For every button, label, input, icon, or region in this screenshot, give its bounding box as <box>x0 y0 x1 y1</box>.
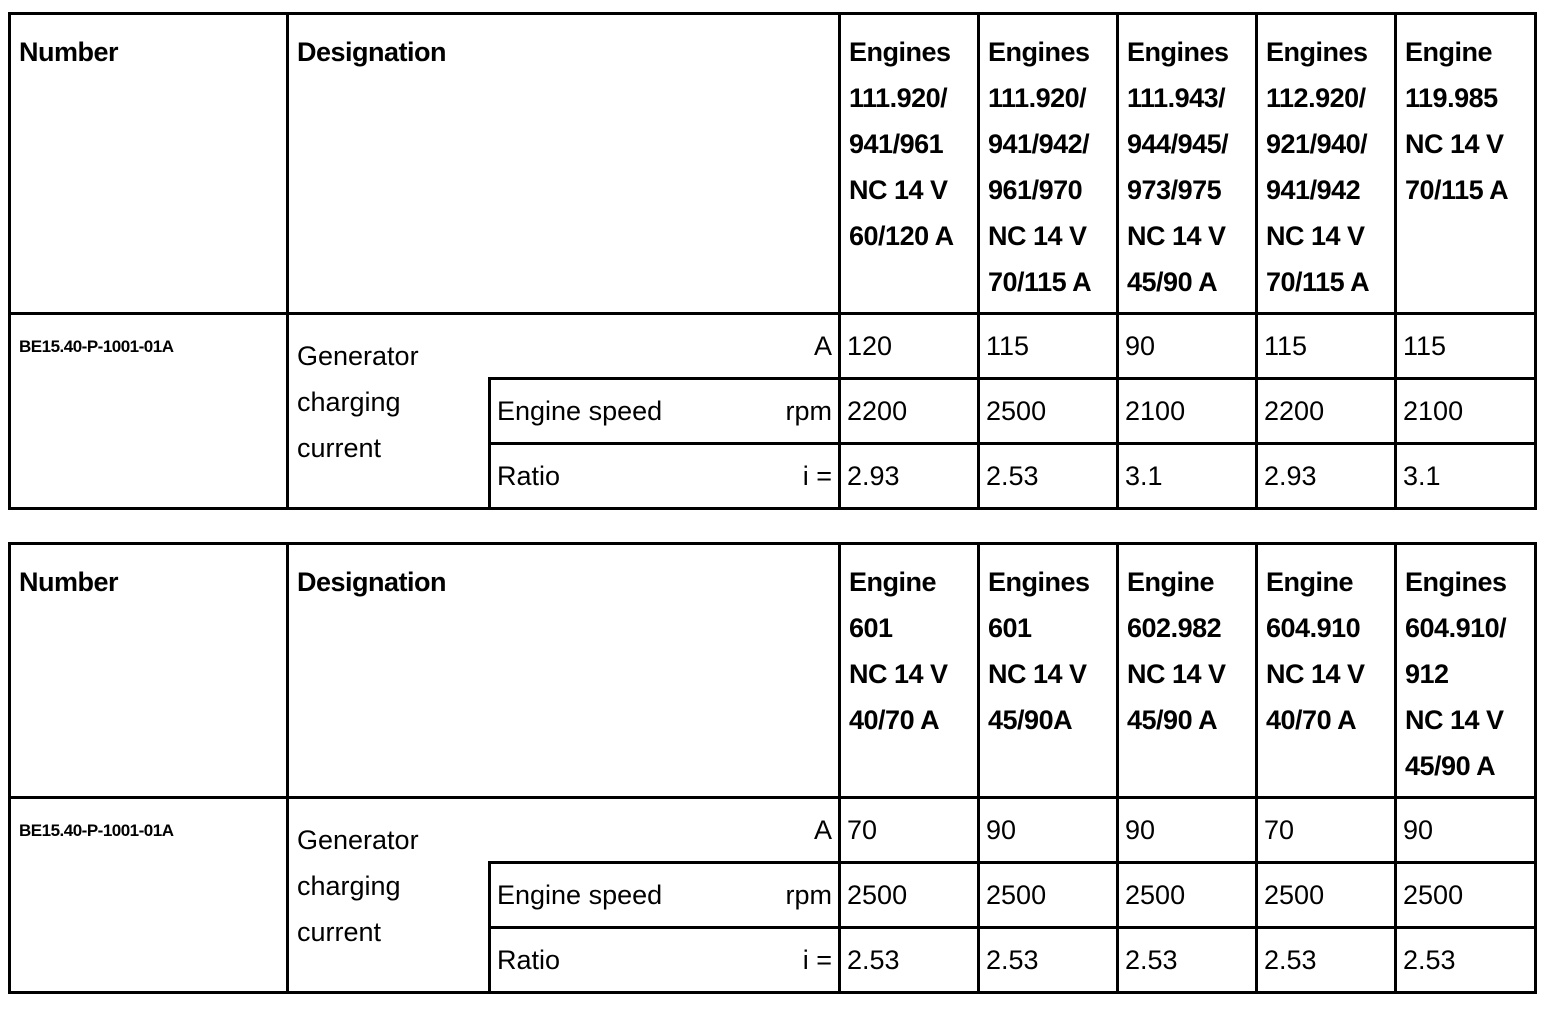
number-header: Number <box>10 14 288 314</box>
designation-header: Designation <box>288 14 840 314</box>
part-number: BE15.40-P-1001-01A <box>10 798 288 993</box>
value-cell: 2500 <box>840 863 979 928</box>
engine-header: Engine 602.982 NC 14 V 45/90 A <box>1118 544 1257 798</box>
param-cell <box>490 798 840 863</box>
engine-header: Engine 119.985 NC 14 V 70/115 A <box>1396 14 1536 314</box>
value-cell: 3.1 <box>1396 444 1536 509</box>
value-cell: 90 <box>1118 798 1257 863</box>
value-cell: 70 <box>1257 798 1396 863</box>
param-name: Engine speed <box>497 879 663 910</box>
param-unit: i = <box>802 944 833 975</box>
value-cell: 2.53 <box>979 444 1118 509</box>
engine-header: Engines 601 NC 14 V 45/90A <box>979 544 1118 798</box>
value-cell: 2.53 <box>1118 928 1257 993</box>
value-cell: 120 <box>840 314 979 379</box>
value-cell: 2100 <box>1118 379 1257 444</box>
value-cell: 70 <box>840 798 979 863</box>
value-cell: 90 <box>1396 798 1536 863</box>
value-cell: 115 <box>1396 314 1536 379</box>
engine-header: Engines 111.920/ 941/961 NC 14 V 60/120 A <box>840 14 979 314</box>
value-cell: 2.53 <box>1396 928 1536 993</box>
value-cell: 2.53 <box>840 928 979 993</box>
value-cell: 2.93 <box>1257 444 1396 509</box>
value-cell: 115 <box>979 314 1118 379</box>
value-cell: 2500 <box>979 863 1118 928</box>
part-number: BE15.40-P-1001-01A <box>10 314 288 509</box>
table-row <box>10 314 1536 379</box>
value-cell: 2500 <box>1118 863 1257 928</box>
value-cell: 2100 <box>1396 379 1536 444</box>
param-name: Ratio <box>497 944 561 975</box>
param-unit: A <box>814 814 833 845</box>
param-cell <box>490 444 840 509</box>
value-cell: 2.53 <box>979 928 1118 993</box>
designation-header: Designation <box>288 544 840 798</box>
param-cell <box>490 928 840 993</box>
value-cell: 2200 <box>840 379 979 444</box>
header-row <box>10 14 1536 314</box>
param-unit: i = <box>802 460 833 491</box>
param-cell <box>490 863 840 928</box>
value-cell: 115 <box>1257 314 1396 379</box>
designation-cell: Generator charging current <box>288 314 490 509</box>
engine-header: Engines 112.920/ 921/940/ 941/942 NC 14 V 70/115 A <box>1257 14 1396 314</box>
engine-header: Engine 601 NC 14 V 40/70 A <box>840 544 979 798</box>
param-unit: A <box>814 330 833 361</box>
param-cell <box>490 379 840 444</box>
engine-header: Engines 111.920/ 941/942/ 961/970 NC 14 V 70/115 A <box>979 14 1118 314</box>
designation-cell: Generator charging current <box>288 798 490 993</box>
generator-spec-table-1 <box>8 12 1537 510</box>
value-cell: 3.1 <box>1118 444 1257 509</box>
param-unit: rpm <box>785 395 833 426</box>
number-header: Number <box>10 544 288 798</box>
param-name: Engine speed <box>497 395 663 426</box>
value-cell: 2500 <box>979 379 1118 444</box>
value-cell: 2500 <box>1257 863 1396 928</box>
engine-header: Engines 111.943/ 944/945/ 973/975 NC 14 V 45/90 A <box>1118 14 1257 314</box>
value-cell: 90 <box>1118 314 1257 379</box>
table-row <box>10 798 1536 863</box>
value-cell: 90 <box>979 798 1118 863</box>
engine-header: Engines 604.910/ 912 NC 14 V 45/90 A <box>1396 544 1536 798</box>
value-cell: 2.53 <box>1257 928 1396 993</box>
value-cell: 2.93 <box>840 444 979 509</box>
param-unit: rpm <box>785 879 833 910</box>
header-row <box>10 544 1536 798</box>
generator-spec-table-2 <box>8 542 1537 994</box>
param-name: Ratio <box>497 460 561 491</box>
value-cell: 2200 <box>1257 379 1396 444</box>
value-cell: 2500 <box>1396 863 1536 928</box>
engine-header: Engine 604.910 NC 14 V 40/70 A <box>1257 544 1396 798</box>
param-cell <box>490 314 840 379</box>
